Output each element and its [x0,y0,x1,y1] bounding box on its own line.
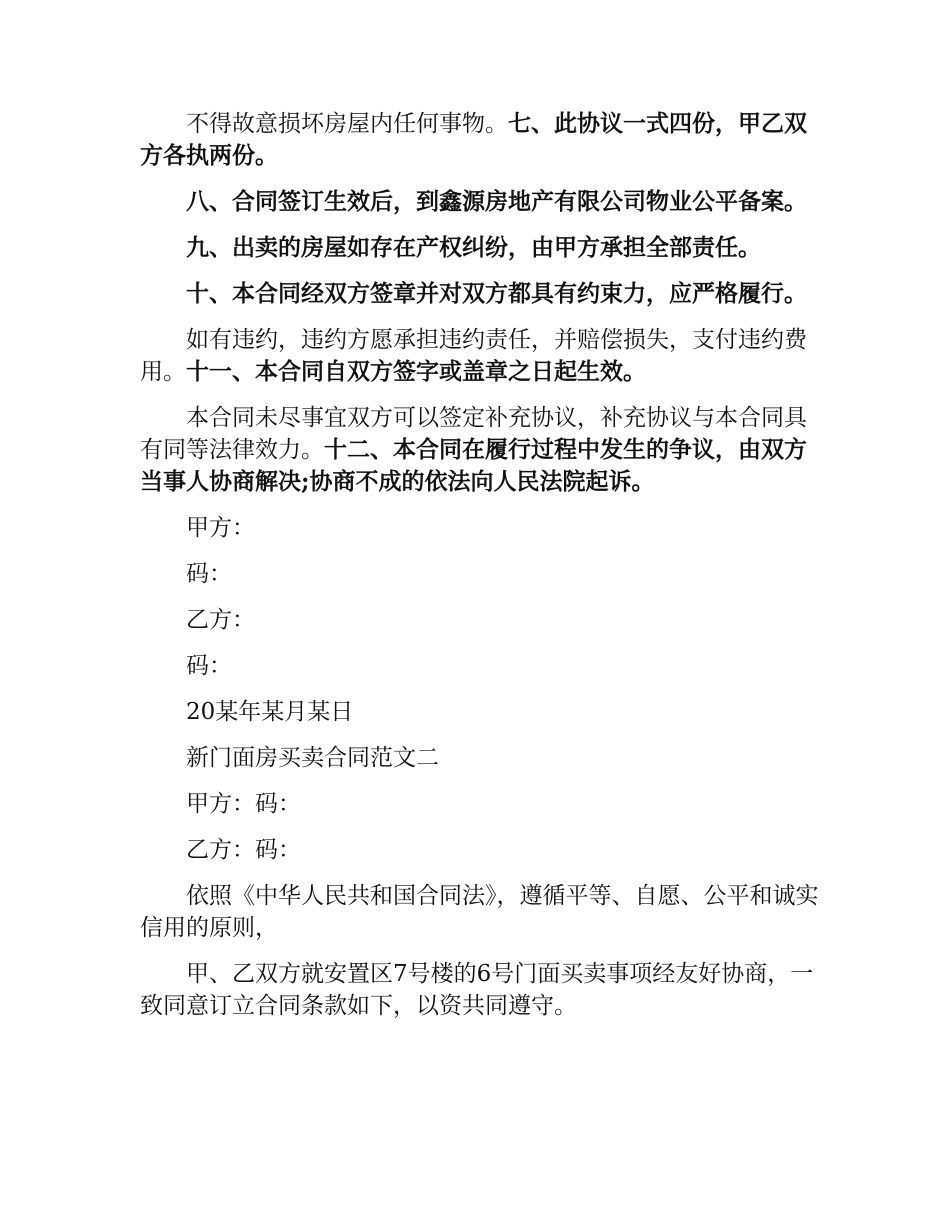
paragraph-agreement [140,958,820,1022]
paragraph-text: 乙方：码： [186,837,301,863]
paragraph-text: 20某年某月某日 [186,699,354,725]
paragraph-clause-10 [140,278,820,310]
paragraph-clause-11 [140,324,820,388]
party-a-line [140,788,820,820]
paragraph-clause-9 [140,232,820,264]
party-b-code-label [140,650,820,682]
clause-heading: 十一、本合同自双方签字或盖章之日起生效。 [186,358,646,385]
date-line [140,696,820,728]
paragraph-legal-basis [140,880,820,944]
paragraph-text: 乙方： [186,607,255,633]
paragraph-text: 不得故意损坏房屋内任何事物。 [186,111,508,137]
paragraph-text: 如有违约，违约方愿承担违约责任，并赔偿损失，支付违约费用。 [140,327,807,385]
paragraph-text: 码： [186,653,232,679]
clause-heading: 十二、本合同在履行过程中发生的争议，由双方当事人协商解决;协商不成的依法向人民法院起诉。 [140,436,807,495]
paragraph-text: 码： [186,561,232,587]
clause-heading: 七、此协议一式四份，甲乙双方各执两份。 [140,110,807,169]
paragraph-clause-12 [140,402,820,498]
party-a-code-label [140,558,820,590]
document-page [140,108,820,1036]
paragraph-text: 新门面房买卖合同范文二 [186,745,439,771]
paragraph-clause-7 [140,108,820,172]
party-a-label [140,512,820,544]
paragraph-text: 本合同未尽事宜双方可以签定补充协议，补充协议与本合同具有同等法律效力。 [140,405,807,463]
clause-heading: 十、本合同经双方签章并对双方都具有约束力，应严格履行。 [186,280,807,307]
paragraph-text: 依照《中华人民共和国合同法》，遵循平等、自愿、公平和诚实信用的原则， [140,883,819,941]
party-b-label [140,604,820,636]
paragraph-text: 甲方： [186,515,255,541]
party-b-line [140,834,820,866]
section-title [140,742,820,774]
paragraph-text: 甲、乙双方就安置区7号楼的6号门面买卖事项经友好协商，一致同意订立合同条款如下，以资共同遵守。 [140,961,814,1019]
clause-heading: 八、合同签订生效后，到鑫源房地产有限公司物业公平备案。 [186,188,807,215]
clause-heading: 九、出卖的房屋如存在产权纠纷，由甲方承担全部责任。 [186,234,761,261]
paragraph-text: 甲方：码： [186,791,301,817]
paragraph-clause-8 [140,186,820,218]
